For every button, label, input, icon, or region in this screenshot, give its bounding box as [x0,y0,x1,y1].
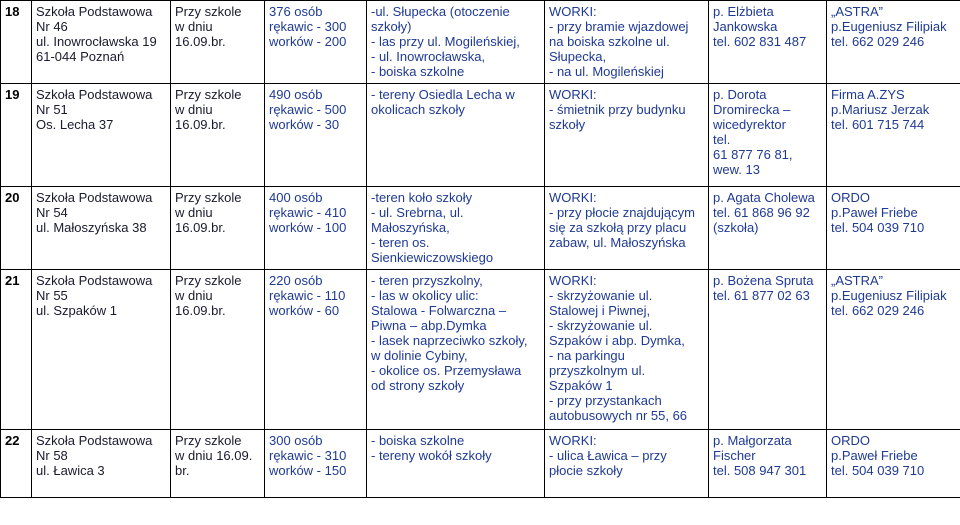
contact-person-cell-line: p. Elżbieta [713,4,774,19]
place-date-cell-line: br. [175,463,190,478]
bag-collection-cell-line: na boiska szkolne ul. [549,34,670,49]
cleanup-area-cell-line: - boiska szkolne [371,64,465,79]
place-date-cell-line: 16.09.br. [175,34,226,49]
school-cell-line: ul. Małoszyńska 38 [36,220,147,235]
cleanup-area-cell [367,84,545,187]
participants-cell-line: rękawic - 500 [269,102,347,117]
participants-cell [265,430,367,498]
bag-collection-cell-line: - na parkingu [549,348,625,363]
cleanup-area-cell-line: Stalowa - Folwarczna – [371,303,507,318]
contact-person-cell-line: Dromirecka – [713,102,791,117]
bag-collection-cell-line: - ulica Ławica – przy [549,448,667,463]
waste-company-cell-line: p.Eugeniusz Filipiak [831,19,947,34]
place-date-cell-line: Przy szkole [175,190,242,205]
bag-collection-cell-line: szkoły [549,117,586,132]
table-row [1,270,960,430]
waste-company-cell [827,430,960,498]
place-date-cell [171,270,265,430]
bag-collection-cell-line: przyszkolnym ul. [549,363,646,378]
place-date-cell [171,84,265,187]
row-number: 19 [1,84,32,187]
waste-company-cell-line: ORDO [831,190,870,205]
place-date-cell-line: Przy szkole [175,433,242,448]
contact-person-cell [709,1,827,84]
participants-cell [265,187,367,270]
contact-person-cell-line: p. Agata Cholewa [713,190,815,205]
bag-collection-cell-line: się za szkołą przy placu [549,220,687,235]
waste-company-cell-line: tel. 504 039 710 [831,463,925,478]
participants-cell-line: worków - 100 [269,220,347,235]
waste-company-cell-line: tel. 662 029 246 [831,34,925,49]
school-cell-line: ul. Inowrocławska 19 [36,34,157,49]
bag-collection-cell-line: autobusowych nr 55, 66 [549,408,688,423]
bag-collection-cell [545,430,709,498]
school-cell-line: Szkoła Podstawowa [36,190,153,205]
waste-company-cell-line: tel. 662 029 246 [831,303,925,318]
bag-collection-cell-line: WORKI: [549,433,597,448]
contact-person-cell-line: p. Bożena Spruta [713,273,814,288]
bag-collection-cell [545,84,709,187]
place-date-cell [171,187,265,270]
contact-person-cell-line: tel. 602 831 487 [713,34,807,49]
school-cell-line: Nr 58 [36,448,68,463]
place-date-cell-line: Przy szkole [175,273,242,288]
participants-cell-line: worków - 30 [269,117,340,132]
place-date-cell-line: 16.09.br. [175,220,226,235]
cleanup-area-cell-line: -teren koło szkoły [371,190,473,205]
place-date-cell-line: Przy szkole [175,87,242,102]
cleanup-area-cell-line: - las przy ul. Mogileńskiej, [371,34,520,49]
participants-cell-line: worków - 60 [269,303,340,318]
bag-collection-cell-line: - skrzyżowanie ul. [549,288,653,303]
bag-collection-cell-line: - skrzyżowanie ul. [549,318,653,333]
waste-company-cell [827,84,960,187]
bag-collection-cell-line: Szpaków 1 [549,378,613,393]
row-number: 20 [1,187,32,270]
bag-collection-cell-line: zabaw, ul. Małoszyńska [549,235,686,250]
cleanup-area-cell-line: - teren os. [371,235,430,250]
contact-person-cell [709,187,827,270]
place-date-cell-line: w dniu [175,102,213,117]
contact-person-cell-line: 61 877 76 81, [713,147,793,162]
waste-company-cell-line: Firma A.ZYS [831,87,905,102]
school-cell-line: Nr 54 [36,205,68,220]
contact-person-cell-line: Fischer [713,448,756,463]
participants-cell-line: 490 osób [269,87,323,102]
contact-person-cell [709,430,827,498]
contact-person-cell [709,84,827,187]
school-cell [32,270,171,430]
bag-collection-cell-line: WORKI: [549,87,597,102]
participants-cell-line: 400 osób [269,190,323,205]
cleanup-area-cell-line: Małoszyńska, [371,220,450,235]
waste-company-cell [827,270,960,430]
school-cell-line: ul. Ławica 3 [36,463,105,478]
waste-company-cell-line: tel. 504 039 710 [831,220,925,235]
bag-collection-cell [545,1,709,84]
row-number: 18 [1,1,32,84]
cleanup-area-cell [367,270,545,430]
participants-cell-line: rękawic - 310 [269,448,347,463]
row-number: 21 [1,270,32,430]
participants-cell-line: rękawic - 300 [269,19,347,34]
place-date-cell-line: w dniu [175,205,213,220]
cleanup-area-cell [367,1,545,84]
contact-person-cell-line: tel. 508 947 301 [713,463,807,478]
cleanup-area-cell-line: - tereny wokół szkoły [371,448,492,463]
cleanup-area-cell [367,187,545,270]
contact-person-cell-line: wew. 13 [713,162,760,177]
school-cell-line: Nr 46 [36,19,68,34]
row-number: 22 [1,430,32,498]
bag-collection-cell [545,187,709,270]
school-cell-line: Nr 55 [36,288,68,303]
cleanup-area-cell-line: - lasek naprzeciwko szkoły, [371,333,528,348]
school-cell-line: Os. Lecha 37 [36,117,114,132]
cleanup-area-cell-line: -ul. Słupecka (otoczenie [371,4,510,19]
cleanup-area-cell-line: od strony szkoły [371,378,465,393]
cleanup-area-cell-line: Piwna – abp.Dymka [371,318,487,333]
contact-person-cell-line: Jankowska [713,19,778,34]
participants-cell-line: rękawic - 110 [269,288,346,303]
place-date-cell [171,1,265,84]
waste-company-cell [827,1,960,84]
bag-collection-cell-line: płocie szkoły [549,463,623,478]
participants-cell [265,84,367,187]
school-cell-line: Szkoła Podstawowa [36,433,153,448]
waste-company-cell-line: p.Paweł Friebe [831,448,918,463]
waste-company-cell-line: „ASTRA” [831,4,883,19]
contact-person-cell-line: tel. [713,132,731,147]
school-cell-line: Nr 51 [36,102,68,117]
contact-person-cell-line: tel. 61 868 96 92 [713,205,810,220]
bag-collection-cell-line: WORKI: [549,273,597,288]
table-row [1,430,960,498]
school-cell [32,187,171,270]
cleanup-area-cell-line: - ul. Inowrocławska, [371,49,486,64]
place-date-cell [171,430,265,498]
bag-collection-cell-line: - śmietnik przy budynku [549,102,686,117]
contact-person-cell [709,270,827,430]
waste-company-cell-line: tel. 601 715 744 [831,117,925,132]
cleanup-area-cell-line: szkoły) [371,19,412,34]
participants-cell-line: 376 osób [269,4,323,19]
cleanup-area-cell-line: - las w okolicy ulic: [371,288,479,303]
contact-person-cell-line: p. Dorota [713,87,767,102]
place-date-cell-line: w dniu 16.09. [175,448,253,463]
bag-collection-cell-line: - przy bramie wjazdowej [549,19,689,34]
cleanup-area-cell-line: - ul. Srebrna, ul. [371,205,464,220]
place-date-cell-line: w dniu [175,288,213,303]
bag-collection-cell-line: - na ul. Mogileńskiej [549,64,664,79]
bag-collection-cell-line: Szpaków i abp. Dymka, [549,333,685,348]
contact-person-cell-line: tel. 61 877 02 63 [713,288,810,303]
table-row [1,1,960,84]
waste-company-cell-line: p.Eugeniusz Filipiak [831,288,947,303]
bag-collection-cell-line: WORKI: [549,190,597,205]
waste-company-cell-line: „ASTRA” [831,273,883,288]
place-date-cell-line: 16.09.br. [175,303,226,318]
cleanup-area-cell-line: - tereny Osiedla Lecha w [371,87,515,102]
cleanup-area-cell-line: - okolice os. Przemysława [371,363,522,378]
participants-cell [265,270,367,430]
contact-person-cell-line: (szkoła) [713,220,759,235]
bag-collection-cell-line: WORKI: [549,4,597,19]
participants-cell-line: worków - 200 [269,34,347,49]
school-cell [32,1,171,84]
table-body [1,1,960,498]
school-cell-line: Szkoła Podstawowa [36,4,153,19]
place-date-cell-line: Przy szkole [175,4,242,19]
participants-cell-line: 300 osób [269,433,323,448]
school-cell [32,430,171,498]
cleanup-area-cell-line: - teren przyszkolny, [371,273,483,288]
school-cell-line: Szkoła Podstawowa [36,87,153,102]
school-cell [32,84,171,187]
cleanup-area-cell-line: - boiska szkolne [371,433,465,448]
table-row [1,187,960,270]
bag-collection-cell-line: Stalowej i Piwnej, [549,303,651,318]
cleanup-area-cell-line: w dolinie Cybiny, [371,348,468,363]
contact-person-cell-line: p. Małgorzata [713,433,792,448]
school-cell-line: Szkoła Podstawowa [36,273,153,288]
bag-collection-cell-line: - przy płocie znajdującym [549,205,695,220]
contact-person-cell-line: wicedyrektor [713,117,786,132]
bag-collection-cell [545,270,709,430]
participants-cell [265,1,367,84]
bag-collection-cell-line: Słupecka, [549,49,607,64]
cleanup-area-cell-line: okolicach szkoły [371,102,465,117]
participants-cell-line: worków - 150 [269,463,347,478]
place-date-cell-line: w dniu [175,19,213,34]
waste-company-cell-line: p.Mariusz Jerzak [831,102,930,117]
waste-company-cell-line: p.Paweł Friebe [831,205,918,220]
table-row [1,84,960,187]
cleanup-area-cell-line: Sienkiewiczowskiego [371,250,494,265]
school-cell-line: ul. Szpaków 1 [36,303,117,318]
school-cell-line: 61-044 Poznań [36,49,125,64]
waste-company-cell-line: ORDO [831,433,870,448]
participants-cell-line: rękawic - 410 [269,205,347,220]
cleanup-area-cell [367,430,545,498]
bag-collection-cell-line: - przy przystankach [549,393,662,408]
waste-company-cell [827,187,960,270]
participants-cell-line: 220 osób [269,273,323,288]
place-date-cell-line: 16.09.br. [175,117,226,132]
